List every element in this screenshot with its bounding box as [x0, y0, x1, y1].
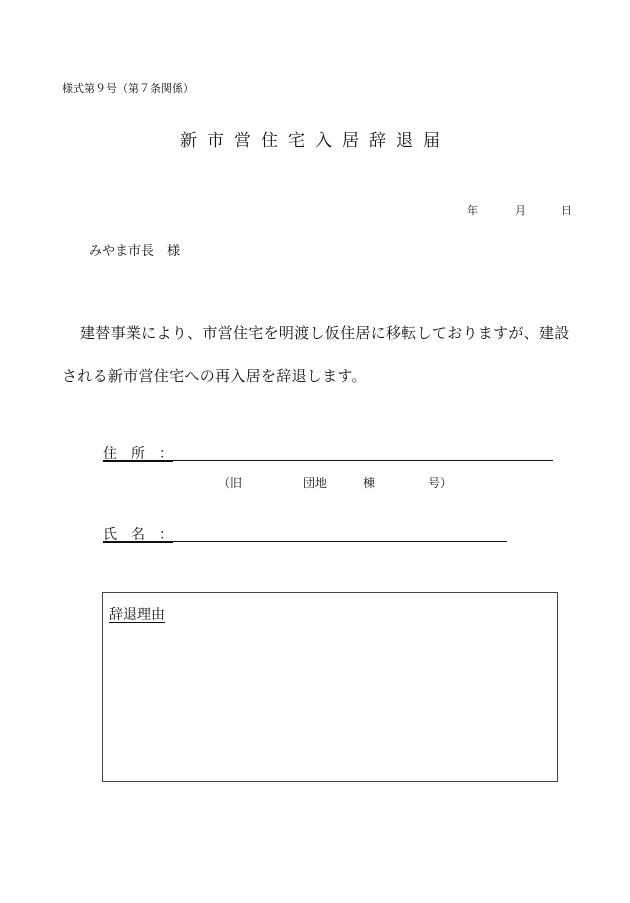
form-number: 様式第９号（第７条関係）: [62, 82, 194, 95]
month-label: 月: [515, 204, 526, 217]
reason-label: 辞退理由: [109, 607, 165, 623]
body-text-line-1: 建替事業により、市営住宅を明渡し仮住居に移転しておりますが、建設: [80, 324, 570, 342]
addressee: [89, 240, 180, 259]
name-field[interactable]: [103, 541, 507, 542]
old-address-row: [218, 474, 452, 491]
addressee-honorific: 様: [167, 244, 181, 259]
old-address-gou: 号）: [428, 476, 453, 490]
reason-box: [102, 592, 558, 782]
addressee-name: みやま市長: [89, 244, 155, 259]
old-address-danchi: 団地: [303, 476, 328, 490]
day-label: 日: [561, 204, 572, 217]
address-label: 住 所 ：: [103, 446, 173, 462]
old-address-open: （旧: [218, 476, 243, 490]
form-title: 新市営住宅入居辞退届: [180, 131, 450, 151]
date-row: [467, 202, 572, 218]
name-label: 氏 名 ：: [103, 527, 173, 543]
old-address-tou: 棟: [363, 476, 376, 490]
address-field[interactable]: [103, 460, 553, 461]
body-text-line-2: される新市営住宅への再入居を辞退します。: [62, 367, 367, 385]
year-label: 年: [467, 204, 478, 217]
reason-input[interactable]: [109, 629, 553, 778]
